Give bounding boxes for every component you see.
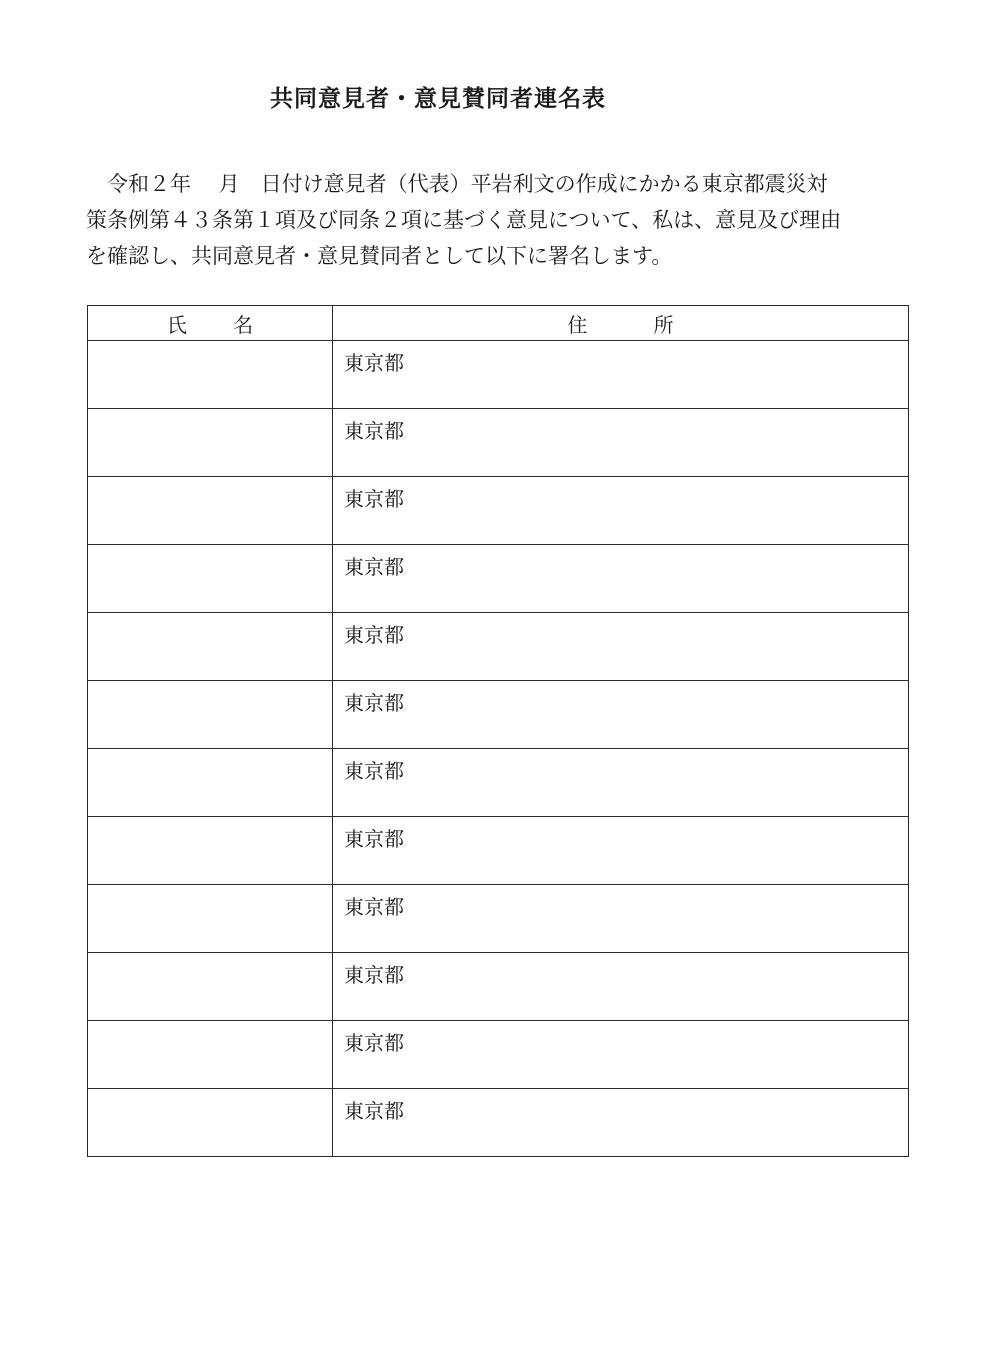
name-column-header (88, 306, 333, 341)
intro-paragraph (86, 166, 918, 274)
table-row (88, 341, 909, 409)
address-cell[interactable] (333, 409, 909, 477)
name-cell[interactable] (88, 613, 333, 681)
name-cell[interactable] (88, 749, 333, 817)
name-cell[interactable] (88, 545, 333, 613)
name-cell[interactable] (88, 341, 333, 409)
address-prefix: 東京都 (344, 827, 404, 851)
address-cell[interactable] (333, 681, 909, 749)
signature-rows (88, 341, 909, 1157)
address-header-label: 住 所 (567, 312, 674, 337)
table-row (88, 477, 909, 545)
table-row (88, 1021, 909, 1089)
name-header-label: 氏 名 (166, 312, 254, 337)
name-cell[interactable] (88, 953, 333, 1021)
address-prefix: 東京都 (344, 623, 404, 647)
address-cell[interactable] (333, 613, 909, 681)
intro-line: を確認し、共同意見者・意見賛同者として以下に署名します。 (86, 244, 673, 268)
name-cell[interactable] (88, 409, 333, 477)
table-header-row (88, 306, 909, 341)
table-row (88, 749, 909, 817)
address-cell[interactable] (333, 1089, 909, 1157)
table-row (88, 409, 909, 477)
name-cell[interactable] (88, 817, 333, 885)
address-prefix: 東京都 (344, 1099, 404, 1123)
table-row (88, 681, 909, 749)
address-prefix: 東京都 (344, 895, 404, 919)
intro-line: 令和２年 月 日付け意見者（代表）平岩利文の作成にかかる東京都震災対 (107, 172, 828, 196)
address-prefix: 東京都 (344, 555, 404, 579)
name-cell[interactable] (88, 477, 333, 545)
table-row (88, 953, 909, 1021)
address-cell[interactable] (333, 477, 909, 545)
intro-line: 策条例第４３条第１項及び同条２項に基づく意見について、私は、意見及び理由 (86, 208, 842, 232)
name-cell[interactable] (88, 885, 333, 953)
table-row (88, 1089, 909, 1157)
address-prefix: 東京都 (344, 1031, 404, 1055)
address-cell[interactable] (333, 953, 909, 1021)
address-cell[interactable] (333, 817, 909, 885)
page-title: 共同意見者・意見賛同者連名表 (270, 86, 606, 112)
address-prefix: 東京都 (344, 759, 404, 783)
address-cell[interactable] (333, 1021, 909, 1089)
address-cell[interactable] (333, 545, 909, 613)
address-column-header (333, 306, 909, 341)
name-cell[interactable] (88, 1089, 333, 1157)
address-prefix: 東京都 (344, 419, 404, 443)
table-row (88, 885, 909, 953)
address-cell[interactable] (333, 885, 909, 953)
table-row (88, 613, 909, 681)
signature-table (87, 305, 909, 1157)
name-cell[interactable] (88, 681, 333, 749)
address-prefix: 東京都 (344, 351, 404, 375)
table-row (88, 817, 909, 885)
address-prefix: 東京都 (344, 691, 404, 715)
address-prefix: 東京都 (344, 963, 404, 987)
name-cell[interactable] (88, 1021, 333, 1089)
address-cell[interactable] (333, 749, 909, 817)
table-row (88, 545, 909, 613)
address-prefix: 東京都 (344, 487, 404, 511)
address-cell[interactable] (333, 341, 909, 409)
